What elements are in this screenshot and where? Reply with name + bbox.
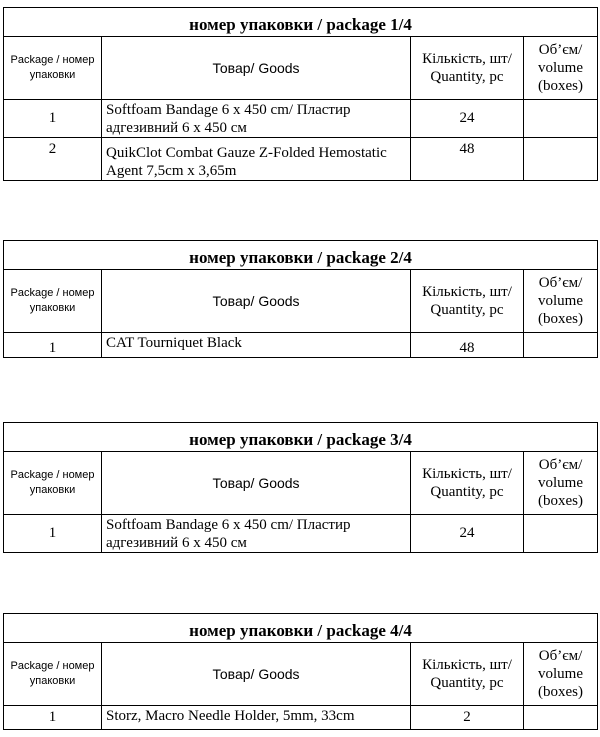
row-quantity: 48 <box>411 138 524 181</box>
package-table-1 <box>3 7 598 181</box>
header-volume: Об’єм/ volume (boxes) <box>524 37 598 100</box>
row-quantity: 24 <box>411 100 524 138</box>
row-number: 2 <box>4 138 102 181</box>
header-volume: Об’єм/ volume (boxes) <box>524 643 598 706</box>
header-quantity: Кількість, шт/ Quantity, pc <box>411 37 524 100</box>
row-goods: Softfoam Bandage 6 x 450 cm/ Пластир адгезивний 6 х 450 см <box>102 100 411 138</box>
package-table-2 <box>3 240 598 358</box>
row-number: 1 <box>4 706 102 730</box>
header-package: Package / номер упаковки <box>4 270 102 333</box>
row-goods: Storz, Macro Needle Holder, 5mm, 33cm <box>102 706 411 730</box>
table-row <box>4 515 598 553</box>
row-goods: Softfoam Bandage 6 x 450 cm/ Пластир адгезивний 6 х 450 см <box>102 515 411 553</box>
table-row <box>4 706 598 730</box>
package-title: номер упаковки / package 4/4 <box>4 614 598 643</box>
row-quantity: 2 <box>411 706 524 730</box>
package-table-3 <box>3 422 598 553</box>
header-goods: Товар/ Goods <box>102 270 411 333</box>
row-number: 1 <box>4 515 102 553</box>
header-goods: Товар/ Goods <box>102 452 411 515</box>
row-quantity: 24 <box>411 515 524 553</box>
header-package: Package / номер упаковки <box>4 37 102 100</box>
package-title: номер упаковки / package 2/4 <box>4 241 598 270</box>
row-volume <box>524 138 598 181</box>
package-title: номер упаковки / package 3/4 <box>4 423 598 452</box>
header-quantity: Кількість, шт/ Quantity, pc <box>411 270 524 333</box>
table-row <box>4 100 598 138</box>
row-volume <box>524 706 598 730</box>
header-package: Package / номер упаковки <box>4 452 102 515</box>
header-quantity: Кількість, шт/ Quantity, pc <box>411 643 524 706</box>
header-goods: Товар/ Goods <box>102 643 411 706</box>
row-volume <box>524 515 598 553</box>
row-volume <box>524 100 598 138</box>
row-goods: CAT Tourniquet Black <box>102 333 411 358</box>
row-number: 1 <box>4 333 102 358</box>
row-goods: QuikClot Combat Gauze Z-Folded Hemostatic Agent 7,5cm x 3,65m <box>102 138 411 181</box>
row-number: 1 <box>4 100 102 138</box>
table-row <box>4 138 598 181</box>
package-title: номер упаковки / package 1/4 <box>4 8 598 37</box>
header-goods: Товар/ Goods <box>102 37 411 100</box>
table-row <box>4 333 598 358</box>
package-table-4 <box>3 613 598 730</box>
header-quantity: Кількість, шт/ Quantity, pc <box>411 452 524 515</box>
header-volume: Об’єм/ volume (boxes) <box>524 270 598 333</box>
header-volume: Об’єм/ volume (boxes) <box>524 452 598 515</box>
header-package: Package / номер упаковки <box>4 643 102 706</box>
row-quantity: 48 <box>411 333 524 358</box>
row-volume <box>524 333 598 358</box>
